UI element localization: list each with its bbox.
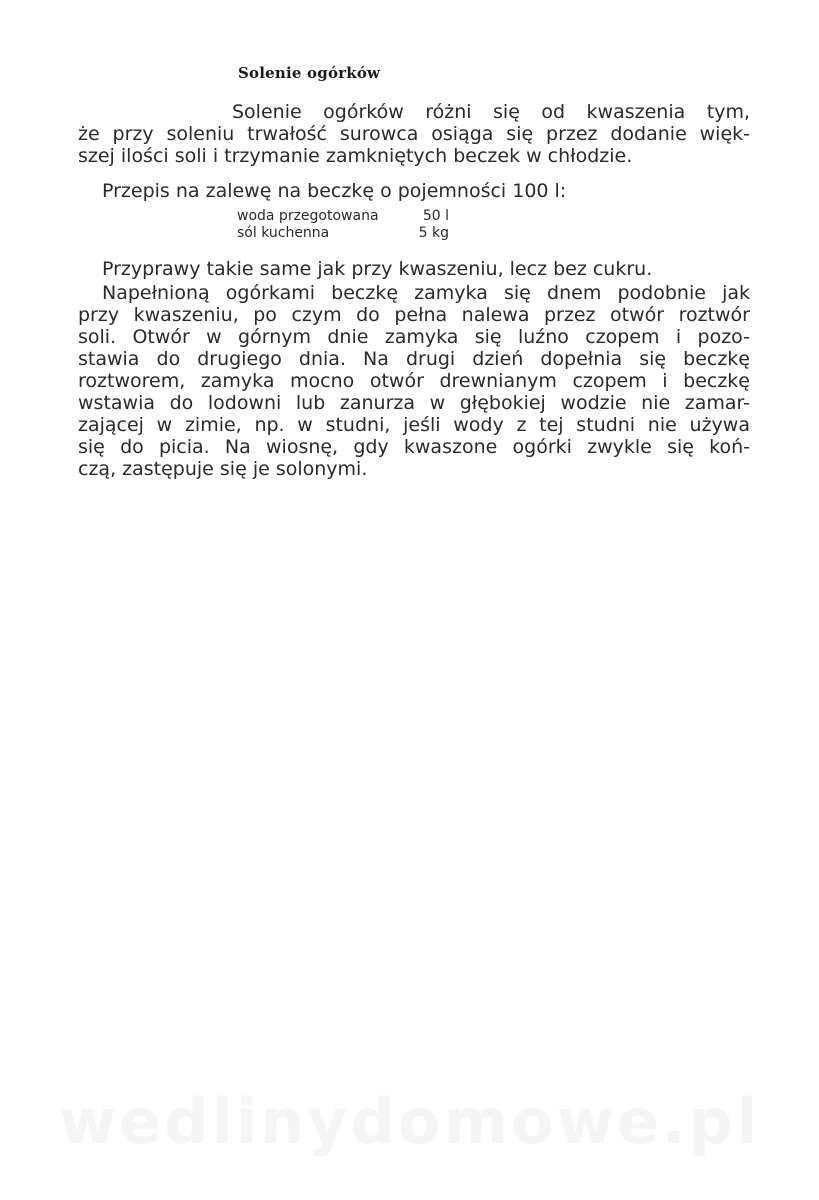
text-line: że przy soleniu trwałość surowca osiąga się przez dodanie więk- [78,123,750,145]
watermark: wedlinydomowe.pl [58,1085,761,1158]
text-line: czą, zastępuje się je solonymi. [78,458,368,480]
procedure-paragraph [78,282,750,480]
text-line: roztworem, zamyka mocno otwór drewnianym czopem i beczkę [78,370,750,392]
spices-paragraph [102,258,742,280]
text-line: Napełnioną ogórkami beczkę zamyka się dnem podobnie jak [102,282,750,304]
text-line: Przepis na zalewę na beczkę o pojemności 100 l: [102,180,567,202]
text-line: się do picia. Na wiosnę, gdy kwaszone ogórki zwykle się koń- [78,436,750,458]
ingredient-quantity: 5 kg [418,225,449,241]
text-line: soli. Otwór w górnym dnie zamyka się luźno czopem i pozo- [78,326,750,348]
text-line: stawia do drugiego dnia. Na drugi dzień dopełnia się beczkę [78,348,750,370]
text-line: Przyprawy takie same jak przy kwaszeniu, lecz bez cukru. [102,258,653,280]
intro-paragraph [78,101,750,167]
text-line: wstawia do lodowni lub zanurza w głębokiej wodzie nie zamar- [78,392,750,414]
ingredient-row [237,225,449,242]
ingredients-list [237,208,449,242]
recipe-intro-paragraph [102,180,742,202]
ingredient-name: woda przegotowana [237,208,379,224]
text-line: szej ilości soli i trzymanie zamkniętych beczek w chłodzie. [78,145,633,167]
ingredient-row [237,208,449,225]
text-line: zającej w zimie, np. w studni, jeśli wody z tej studni nie używa [78,414,750,436]
ingredient-quantity: 50 l [422,208,449,224]
section-heading: Solenie ogórków [238,64,381,82]
ingredient-name: sól kuchenna [237,225,330,241]
text-line: Solenie ogórków różni się od kwaszenia tym, [232,101,750,123]
text-line: przy kwaszeniu, po czym do pełna nalewa przez otwór roztwór [78,304,750,326]
